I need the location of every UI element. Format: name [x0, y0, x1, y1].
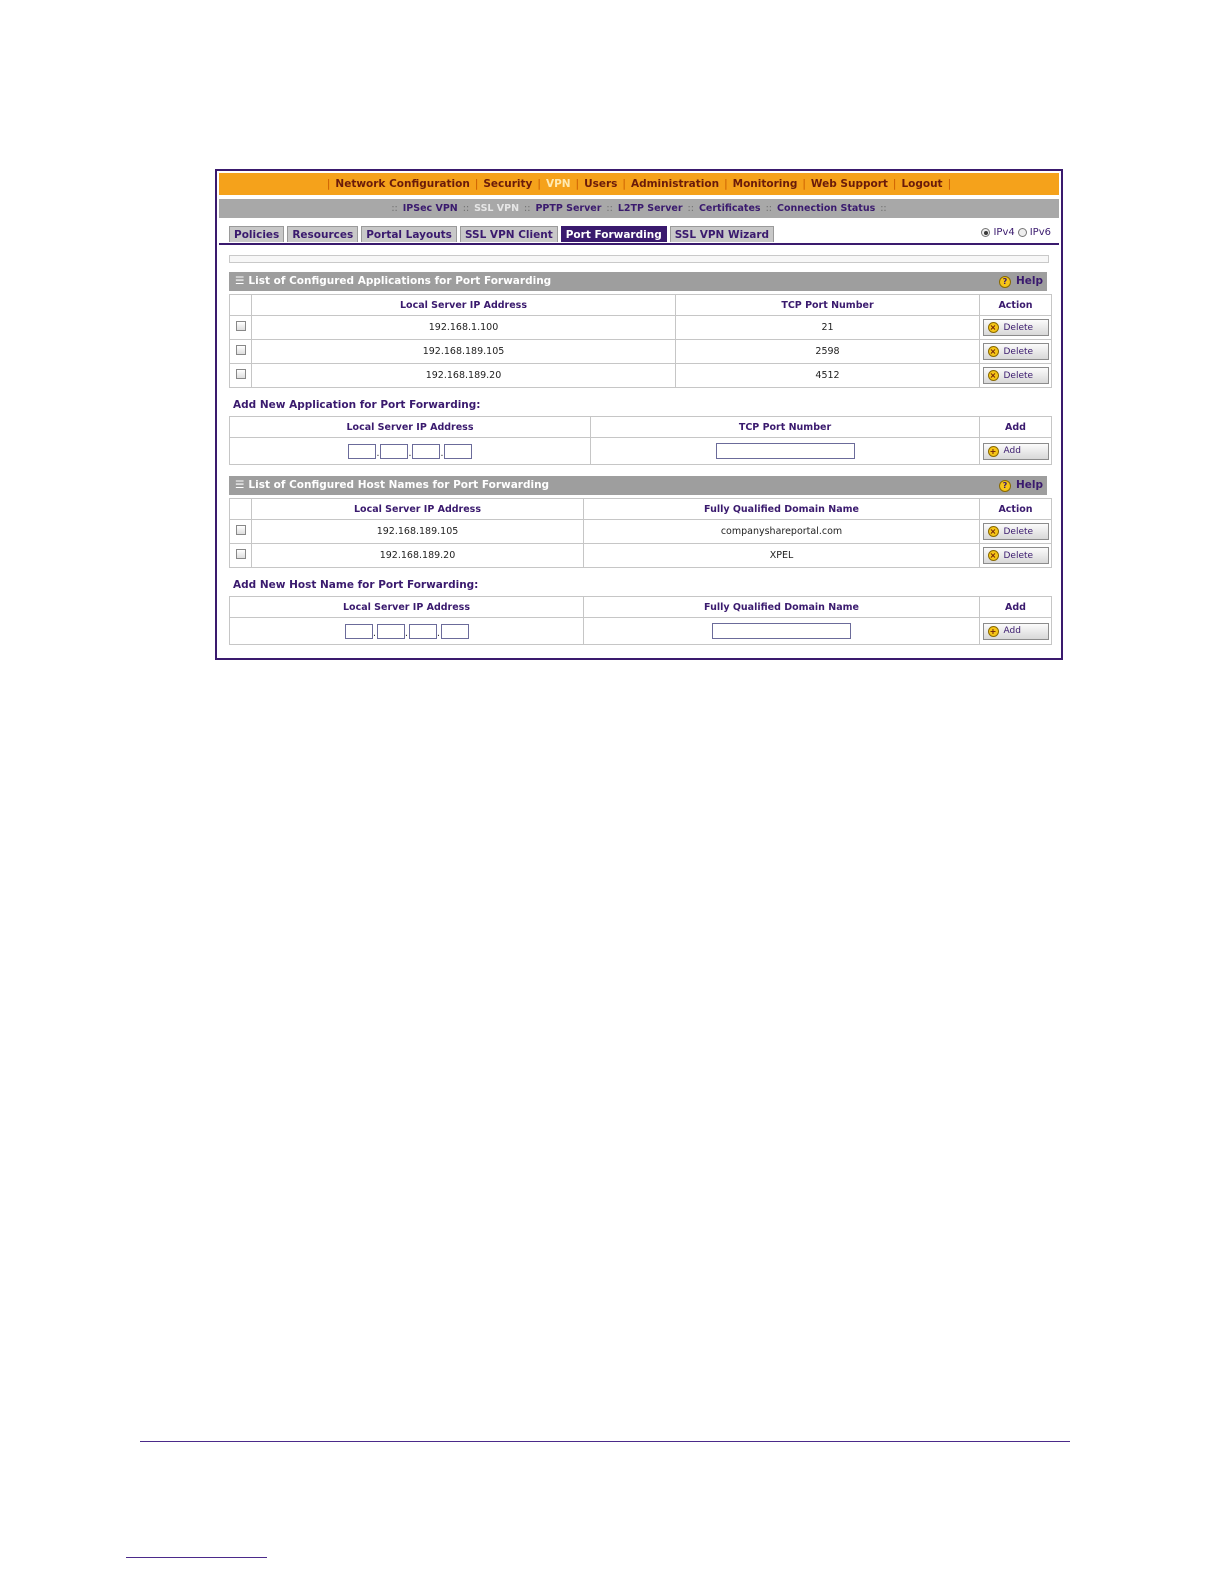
collapse-toggle-icon[interactable]: ☰ — [235, 479, 245, 491]
ip-octet-4-input[interactable] — [444, 444, 472, 459]
delete-label: Delete — [1003, 526, 1034, 537]
add-icon: + — [988, 446, 999, 457]
ip-cell: 192.168.1.100 — [252, 316, 676, 340]
tcp-port-input[interactable] — [716, 443, 855, 459]
fqdn-cell: companyshareportal.com — [584, 520, 980, 544]
nav-network-configuration[interactable]: Network Configuration — [335, 178, 470, 190]
port-column-header: TCP Port Number — [591, 417, 980, 438]
delete-icon: × — [988, 370, 999, 381]
add-host-table — [229, 596, 1052, 645]
subnav-certificates[interactable]: Certificates — [698, 203, 761, 214]
add-app-table — [229, 416, 1052, 465]
fqdn-cell: XPEL — [584, 544, 980, 568]
ip-octet-2-input[interactable] — [380, 444, 408, 459]
ip-octet-3-input[interactable] — [412, 444, 440, 459]
hosts-help-link[interactable] — [999, 476, 1043, 495]
ip-octet-1-input[interactable] — [345, 624, 373, 639]
ip-cell: 192.168.189.105 — [252, 340, 676, 364]
ip-input-group: . . . — [230, 618, 584, 645]
tab-port-forwarding[interactable]: Port Forwarding — [561, 226, 667, 242]
hosts-section-title: List of Configured Host Names for Port Forwarding — [248, 479, 550, 491]
row-checkbox[interactable] — [236, 549, 246, 559]
tab-bar — [229, 226, 774, 242]
table-row — [230, 340, 1052, 364]
tab-portal-layouts[interactable]: Portal Layouts — [361, 226, 457, 242]
subnav-ipsec-vpn[interactable]: IPSec VPN — [402, 203, 458, 214]
add-label: Add — [1003, 626, 1021, 636]
ip-octet-4-input[interactable] — [441, 624, 469, 639]
table-row — [230, 438, 1052, 465]
subnav-l2tp-server[interactable]: L2TP Server — [617, 203, 683, 214]
delete-button[interactable] — [983, 547, 1049, 564]
select-column-header — [230, 499, 252, 520]
fqdn-column-header: Fully Qualified Domain Name — [584, 499, 980, 520]
add-label: Add — [1003, 446, 1021, 456]
delete-button[interactable] — [983, 319, 1049, 336]
nav-logout[interactable]: Logout — [901, 178, 943, 190]
help-label: Help — [1015, 479, 1043, 491]
hosts-table — [229, 498, 1052, 568]
delete-label: Delete — [1003, 322, 1034, 333]
port-column-header: TCP Port Number — [676, 295, 980, 316]
ip-input-group: . . . — [230, 438, 591, 465]
subnav-pptp-server[interactable]: PPTP Server — [535, 203, 602, 214]
delete-label: Delete — [1003, 550, 1034, 561]
nav-vpn[interactable]: VPN — [545, 178, 571, 190]
delete-label: Delete — [1003, 346, 1034, 357]
action-column-header: Action — [980, 499, 1052, 520]
delete-button[interactable] — [983, 343, 1049, 360]
add-app-title: Add New Application for Port Forwarding: — [233, 399, 481, 411]
row-checkbox[interactable] — [236, 369, 246, 379]
ipv6-label: IPv6 — [1029, 227, 1051, 238]
port-cell: 21 — [676, 316, 980, 340]
add-column-header: Add — [980, 417, 1052, 438]
ip-cell: 192.168.189.20 — [252, 364, 676, 388]
row-checkbox[interactable] — [236, 345, 246, 355]
table-row — [230, 364, 1052, 388]
port-cell: 4512 — [676, 364, 980, 388]
add-button[interactable] — [983, 443, 1049, 460]
ip-octet-3-input[interactable] — [409, 624, 437, 639]
sub-navigation: :: IPSec VPN :: SSL VPN :: PPTP Server :: L2TP Server :: Certificates :: Connection Status :: — [219, 199, 1059, 218]
ip-column-header: Local Server IP Address — [252, 499, 584, 520]
subnav-ssl-vpn[interactable]: SSL VPN — [474, 203, 520, 214]
row-checkbox[interactable] — [236, 321, 246, 331]
delete-icon: × — [988, 550, 999, 561]
delete-icon: × — [988, 346, 999, 357]
content-panel — [219, 243, 1059, 656]
subnav-connection-status[interactable]: Connection Status — [776, 203, 876, 214]
ip-cell: 192.168.189.20 — [252, 544, 584, 568]
collapse-toggle-icon[interactable]: ☰ — [235, 275, 245, 287]
footer-rule — [126, 1557, 267, 1558]
delete-button[interactable] — [983, 367, 1049, 384]
apps-help-link[interactable] — [999, 272, 1043, 291]
ip-column-header: Local Server IP Address — [252, 295, 676, 316]
hosts-section-header — [229, 476, 1047, 495]
help-icon: ? — [999, 480, 1011, 492]
add-icon: + — [988, 626, 999, 637]
select-column-header — [230, 295, 252, 316]
nav-security[interactable]: Security — [483, 178, 533, 190]
apps-section-header — [229, 272, 1047, 291]
row-checkbox[interactable] — [236, 525, 246, 535]
add-column-header: Add — [980, 597, 1052, 618]
help-label: Help — [1015, 275, 1043, 287]
table-row — [230, 544, 1052, 568]
add-host-title: Add New Host Name for Port Forwarding: — [233, 579, 479, 591]
fqdn-column-header: Fully Qualified Domain Name — [584, 597, 980, 618]
top-navigation: | Network Configuration | Security | VPN | Users | Administration | Monitoring | Web Support | Logout | — [219, 173, 1059, 195]
nav-monitoring[interactable]: Monitoring — [732, 178, 798, 190]
apps-table — [229, 294, 1052, 388]
help-icon: ? — [999, 276, 1011, 288]
ip-column-header: Local Server IP Address — [230, 597, 584, 618]
port-cell: 2598 — [676, 340, 980, 364]
nav-users[interactable]: Users — [584, 178, 618, 190]
nav-administration[interactable]: Administration — [630, 178, 720, 190]
delete-icon: × — [988, 322, 999, 333]
table-row — [230, 520, 1052, 544]
ip-octet-2-input[interactable] — [377, 624, 405, 639]
router-admin-window — [215, 169, 1063, 660]
tab-policies[interactable]: Policies — [229, 226, 284, 242]
apps-section-title: List of Configured Applications for Port Forwarding — [248, 275, 552, 287]
ipv6-radio[interactable] — [1018, 228, 1027, 237]
ip-version-selector — [981, 227, 1051, 238]
footer-divider — [140, 1441, 1070, 1442]
delete-label: Delete — [1003, 370, 1034, 381]
ip-column-header: Local Server IP Address — [230, 417, 591, 438]
ipv4-radio[interactable] — [981, 228, 990, 237]
message-bar — [229, 255, 1049, 263]
table-row — [230, 618, 1052, 645]
tab-ssl-vpn-client[interactable]: SSL VPN Client — [460, 226, 558, 242]
nav-web-support[interactable]: Web Support — [810, 178, 888, 190]
fqdn-input[interactable] — [712, 623, 851, 639]
ip-octet-1-input[interactable] — [348, 444, 376, 459]
ipv4-label: IPv4 — [993, 227, 1015, 238]
delete-icon: × — [988, 526, 999, 537]
add-button[interactable] — [983, 623, 1049, 640]
delete-button[interactable] — [983, 523, 1049, 540]
ip-cell: 192.168.189.105 — [252, 520, 584, 544]
table-row — [230, 316, 1052, 340]
tab-resources[interactable]: Resources — [287, 226, 358, 242]
tab-ssl-vpn-wizard[interactable]: SSL VPN Wizard — [670, 226, 774, 242]
action-column-header: Action — [980, 295, 1052, 316]
